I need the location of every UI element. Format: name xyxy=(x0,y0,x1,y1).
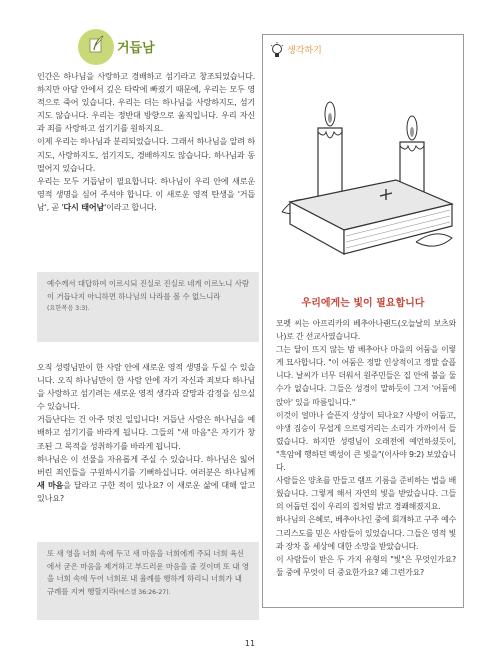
paragraph: 사람들은 양초를 만들고 램프 기름을 준비하는 법을 배웠습니다. 그렇게 해서 자연의 빛을 받았습니다. 그들의 어둡던 집이 우리의 집처럼 밝고 경쾌해졌지요. xyxy=(276,476,456,512)
think-label: 생각하기 xyxy=(287,46,322,56)
paragraph: 그는 달이 뜨지 않는 밤 베추아나 마을의 어둠을 이렇게 묘사합니다. "이 어둠은 정말 인상적이고 정말 슬픕니다. 날씨가 너무 더워서 원주민들은 집 안에 불을 둘 수가 없습니다. 그들은 성경이 말하듯이 그저 '어둠에 앉아' 있을 따름입니다." xyxy=(276,345,456,407)
lightbulb-icon xyxy=(270,42,284,60)
paragraph xyxy=(37,175,255,214)
page-number: 11 xyxy=(244,639,256,648)
quote-text: 예수께서 대답하여 이르시되 진실로 진실로 네게 이르노니 사람이 거듭나지 아니하면 하나님의 나라를 볼 수 없느니라 xyxy=(47,279,250,301)
sidebar-text xyxy=(276,317,456,579)
paragraph: 하나님의 은혜로, 베추아나인 중에 회개하고 구주 예수 그리스도를 믿은 사람들이 있었습니다. 그들은 영적 빛과 장차 올 세상에 대한 소망을 받았습니다. xyxy=(276,515,456,551)
paragraph: 이 사람들이 받은 두 가지 유형의 "빛"은 무엇인가요? 둘 중에 무엇이 더 중요한가요? 왜 그런가요? xyxy=(276,554,456,577)
highlight-text: 새 마음 xyxy=(37,479,64,490)
paragraph: 거듭난다는 건 아주 멋진 일입니다! 거듭난 사람은 하나님을 예배하고 섬기기를 바라게 됩니다. 그들의 "새 마음"은 자기가 창조된 그 목적을 성취하기를 바라게 됩니다. xyxy=(37,414,255,451)
paragraph-text: 우리는 모두 거듭남이 필요합니다. 하나님이 우리 안에 새로운 영적 생명을 심어 주셔야 합니다. 이 새로운 영적 탄생을 '거듭남', 곧 ' xyxy=(37,175,255,212)
body-text-block-2 xyxy=(37,361,255,505)
paragraph: 이제 우리는 하나님과 분리되었습니다. 그래서 하나님을 알려 하지도, 사랑하지도, 섬기지도, 경배하지도 않습니다. 하나님과 동떨어지 있습니다. xyxy=(37,136,255,173)
section-title: 거듭남 xyxy=(117,41,155,56)
scripture-quote xyxy=(37,542,259,620)
quote-text: 또 새 영을 너희 속에 두고 새 마음을 너희에게 주되 너희 육신에서 굳은 마음을 제거하고 부드러운 마음을 줄 것이며 또 내 영을 너희 속에 두어 너희로 내 율례를 행하게 하리니 너희가 내 규례를 지켜 행할지라 xyxy=(47,549,249,596)
feather-icon xyxy=(88,35,106,55)
body-text-block-1 xyxy=(37,70,255,214)
bible-candles-illustration xyxy=(276,92,456,270)
paragraph-text: '이라고 합니다. xyxy=(104,201,157,212)
paragraph: 오직 성령님만이 한 사람 안에 새로운 영적 생명을 두실 수 있습니다. 오직 하나님만이 한 사람 안에 자기 자신과 죄보다 하나님을 사랑하고 섬기려는 새로운 영적 생각과 갈망과 감정을 심으실 수 있습니다. xyxy=(37,362,255,412)
paragraph xyxy=(37,453,255,505)
paragraph-text: 하나님은 이 선물을 자유롭게 주실 수 있습니다. 하나님은 잃어버린 죄인들을 구원하시기를 기뻐하십니다. 여러분은 하나님께 xyxy=(37,453,255,477)
paragraph: 이것이 얼마나 슬픈지 상상이 되나요? 사방이 어둡고, 야생 짐승이 무섭게 으르렁거리는 소리가 가까이서 들렸습니다. 하지만 성령님이 오래전에 예언하셨듯이, "흑암에 행하던 백성이 큰 빛을"(이사야 9:2) 보았습니다. xyxy=(276,410,456,473)
scripture-quote xyxy=(37,272,259,342)
quote-source: (에스겔 36:26-27). xyxy=(115,588,171,596)
paragraph: 모펫 씨는 아프리카의 베추아나랜드(오늘날의 보츠와나)로 간 선교사였습니다. xyxy=(276,319,456,342)
highlight-text: 다시 태어남 xyxy=(63,201,105,212)
paragraph-text: 을 달라고 구한 적이 있나요? 이 새로운 삶에 대해 알고 있나요? xyxy=(37,479,255,503)
paragraph: 인간은 하나님을 사랑하고 경배하고 섬기라고 창조되었습니다. 하지만 아담 안에서 깊은 타락에 빠졌기 때문에, 우리는 모두 영적으로 죽어 있습니다. 우리는 더는 하나님을 사랑하지도, 섬기지도 않습니다. 우리는 정반대 방향으로 움직입니다. 우리 자신과 죄를 사랑하고 섬기기를 원하지요. xyxy=(37,71,255,134)
sidebar-heading: 우리에게는 빛이 필요합니다 xyxy=(301,298,425,309)
quote-source: (요한복음 3:3). xyxy=(47,305,90,312)
